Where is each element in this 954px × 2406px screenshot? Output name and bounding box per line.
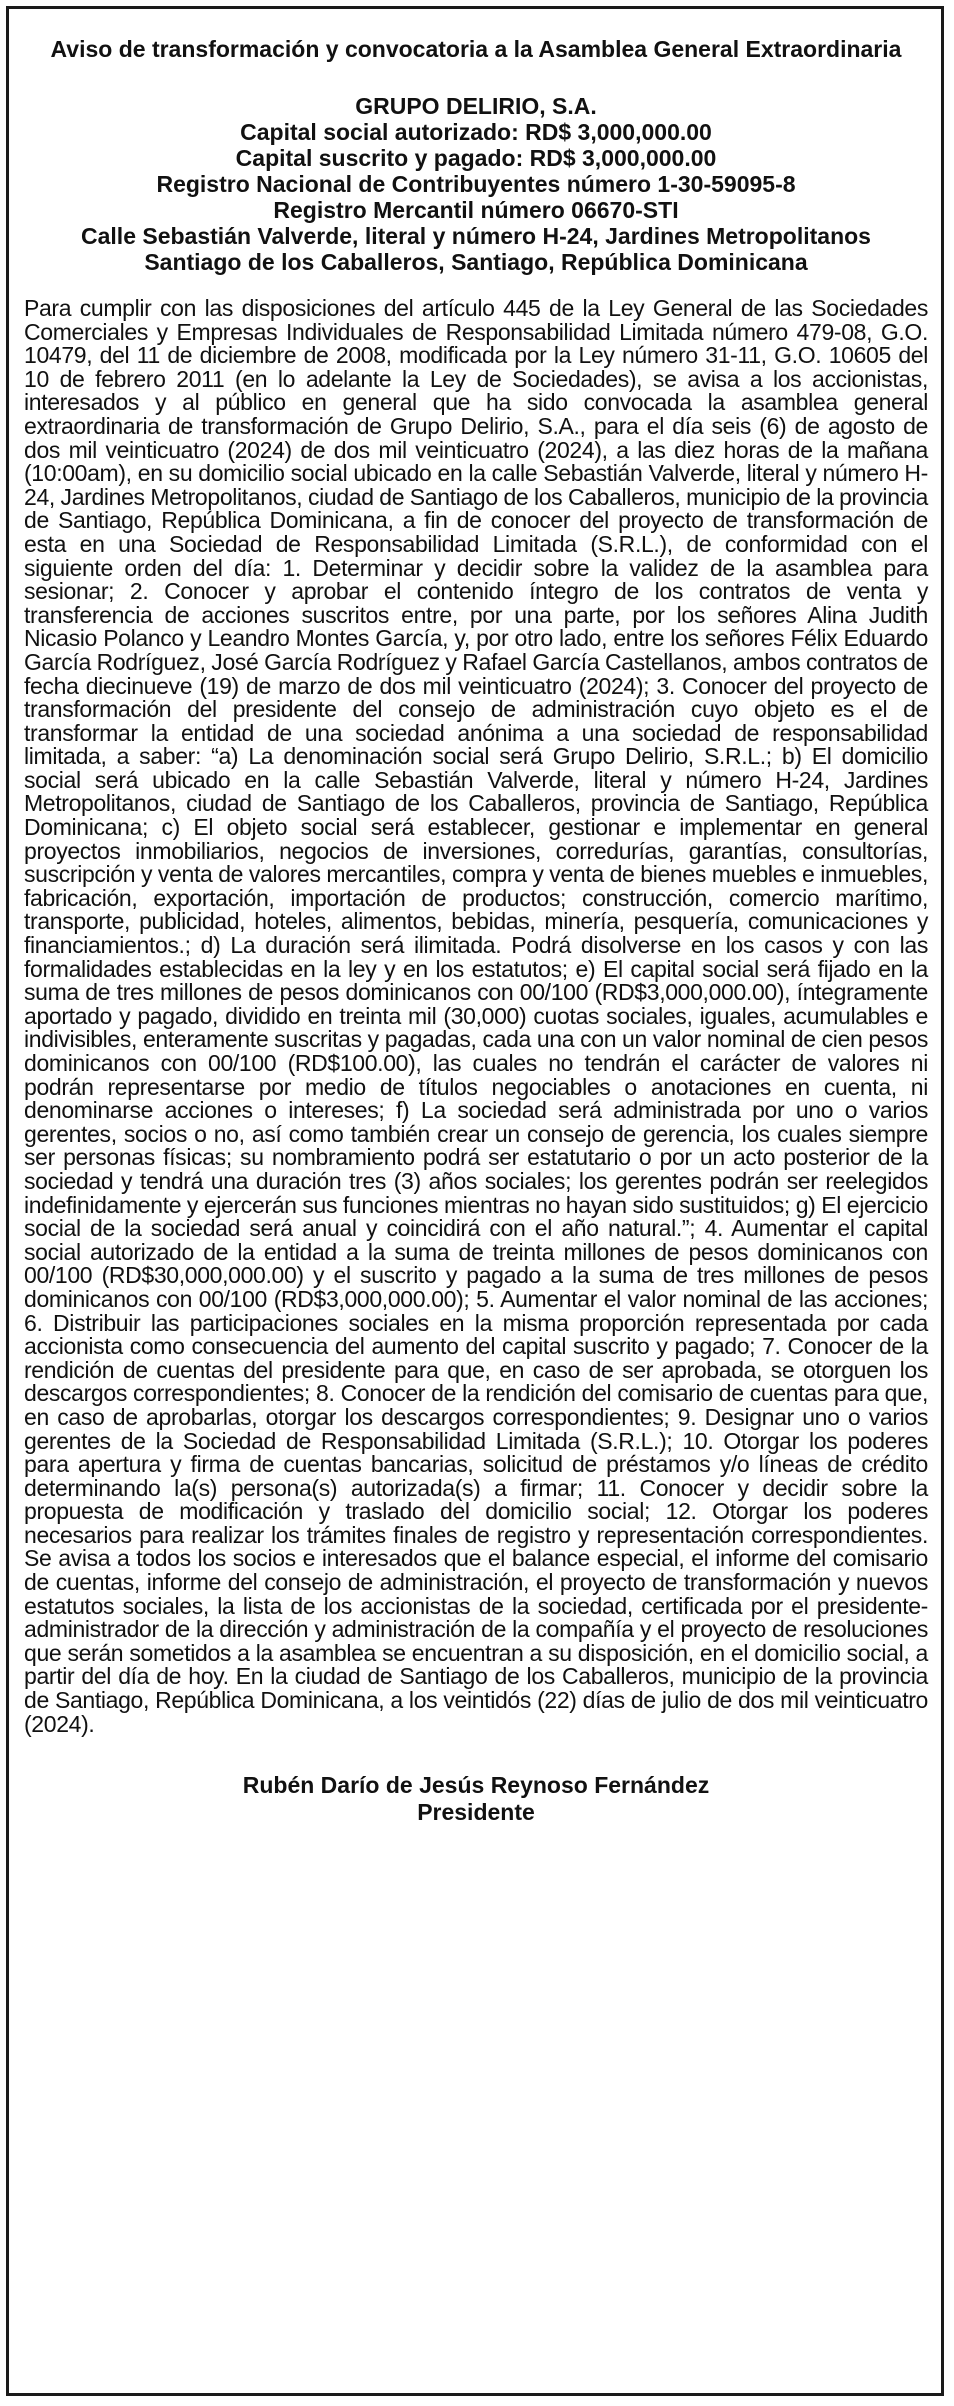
notice-body: Para cumplir con las disposiciones del artículo 445 de la Ley General de las Sociedades Comerciales y Empresas Individuales de Responsabilidad Limitada número 479-08, G.O. 10479, del 11 de diciembre de 2008, modificada por la Ley número 31-11, G.O. 10605 del 10 de febrero 2011 (en lo adelante la Ley de Sociedades), se avisa a los accionistas, interesados y al público en general que ha sido convocada la asamblea general extraordinaria de transformación de Grupo Delirio, S.A., para el día seis (6) de agosto de dos mil veinticuatro (2024) de dos mil veinticuatro (2024), a las diez horas de la mañana (10:00am), en su domicilio social ubicado en la calle Sebastián Valverde, literal y número H-24, Jardines Metropolitanos, ciudad de Santiago de los Caballeros, municipio de la provincia de Santiago, República Dominicana, a fin de conocer del proyecto de transformación de esta en una Sociedad de Responsabilidad Limitada (S.R.L.), de conformidad con el siguiente orden del día: 1. Determinar y decidir sobre la validez de la asamblea para sesionar; 2. Conocer y aprobar el contenido íntegro de los contratos de venta y transferencia de acciones suscritos entre, por una parte, por los señores Alina Judith Nicasio Polanco y Leandro Montes García, y, por otro lado, entre los señores Félix Eduardo García Rodríguez, José García Rodríguez y Rafael García Castellanos, ambos contratos de fecha diecinueve (19) de marzo de dos mil veinticuatro (2024); 3. Conocer del proyecto de transformación del presidente del consejo de administración cuyo objeto es el de transformar la entidad de una sociedad anónima a una sociedad de responsabilidad limitada, a saber: “a) La denominación social será Grupo Delirio, S.R.L.; b) El domicilio social será ubicado en la calle Sebastián Valverde, literal y número H-24, Jardines Metropolitanos, ciudad de Santiago de los Caballeros, provincia de Santiago, República Dominicana; c) El objeto social será establecer, gestionar e implementar en general proyectos inmobiliarios, negocios de inversiones, corredurías, garantías, consultorías, suscripción y venta de valores mercantiles, compra y venta de bienes muebles e inmuebles, fabricación, exportación, importación de productos; construcción, comercio marítimo, transporte, publicidad, hoteles, alimentos, bebidas, minería, pesquería, comunicaciones y financiamientos.; d) La duración será ilimitada. Podrá disolverse en los casos y con las formalidades establecidas en la ley y en los estatutos; e) El capital social será fijado en la suma de tres millones de pesos dominicanos con 00/100 (RD$3,000,000.00), íntegramente aportado y pagado, dividido en treinta mil (30,000) cuotas sociales, iguales, acumulables e indivisibles, enteramente suscritas y pagadas, cada una con un valor nominal de cien pesos dominicanos con 00/100 (RD$100.00), las cuales no tendrán el carácter de valores ni podrán representarse por medio de títulos negociables o anotaciones en cuenta, ni denominarse acciones o intereses; f) La sociedad será administrada por uno o varios gerentes, socios o no, así como también crear un consejo de gerencia, los cuales siempre ser personas físicas; su nombramiento podrá ser estatutario o por un acto posterior de la sociedad y tendrá una duración tres (3) años sociales; los gerentes podrán ser reelegidos indefinidamente y ejercerán sus funciones mientras no hayan sido sustituidos; g) El ejercicio social de la sociedad será anual y coincidirá con el año natural.”; 4. Aumentar el capital social autorizado de la entidad a la suma de treinta millones de pesos dominicanos con 00/100 (RD$30,000,000.00) y el suscrito y pagado a la suma de tres millones de pesos dominicanos con 00/100 (RD$3,000,000.00); 5. Aumentar el valor nominal de las acciones; 6. Distribuir las participaciones sociales en la misma proporción representada por cada accionista como consecuencia del aumento del capital suscrito y pagado; 7. Conocer de la rendición de cuentas del presidente para que, en caso de ser aprobada, se otorguen los descargos correspondientes; 8. Conocer de la rendición del comisario de cuentas para que, en caso de aprobarlas, otorgar los descargos correspondientes; 9. Designar uno o varios gerentes de la Sociedad de Responsabilidad Limitada (S.R.L.); 10. Otorgar los poderes para apertura y firma de cuentas bancarias, solicitud de préstamos y/o líneas de crédito determinando la(s) persona(s) autorizada(s) a firmar; 11. Conocer y decidir sobre la propuesta de modificación y traslado del domicilio social; 12. Otorgar los poderes necesarios para realizar los trámites finales de registro y representación correspondientes. Se avisa a todos los socios e interesados que el balance especial, el informe del comisario de cuentas, informe del consejo de administración, el proyecto de transformación y nuevos estatutos sociales, la lista de los accionistas de la sociedad, certificada por el presidente-administrador de la dirección y administración de la compañía y el proyecto de resoluciones que serán sometidos a la asamblea se encuentran a su disposición, en el domicilio social, a partir del día de hoy. En la ciudad de Santiago de los Caballeros, municipio de la provincia de Santiago, República Dominicana, a los veintidós (22) días de julio de dos mil veinticuatro (2024). bbox=[24, 295, 928, 1737]
tax-registry: Registro Nacional de Contribuyentes número 1-30-59095-8 bbox=[156, 171, 796, 197]
legal-notice bbox=[24, 36, 928, 1826]
signature-block bbox=[24, 1772, 928, 1826]
signatory-role: Presidente bbox=[417, 1799, 535, 1826]
paid-capital: Capital suscrito y pagado: RD$ 3,000,000.00 bbox=[235, 145, 717, 171]
signatory-name: Rubén Darío de Jesús Reynoso Fernández bbox=[242, 1772, 710, 1799]
authorized-capital: Capital social autorizado: RD$ 3,000,000.00 bbox=[240, 119, 712, 145]
company-name: GRUPO DELIRIO, S.A. bbox=[355, 93, 597, 119]
address-line-1: Calle Sebastián Valverde, literal y número H-24, Jardines Metropolitanos bbox=[81, 223, 871, 249]
mercantile-registry: Registro Mercantil número 06670-STI bbox=[273, 197, 679, 223]
company-header bbox=[24, 93, 928, 275]
notice-title: Aviso de transformación y convocatoria a la Asamblea General Extraordinaria bbox=[50, 36, 902, 62]
address-line-2: Santiago de los Caballeros, Santiago, República Dominicana bbox=[144, 249, 808, 275]
